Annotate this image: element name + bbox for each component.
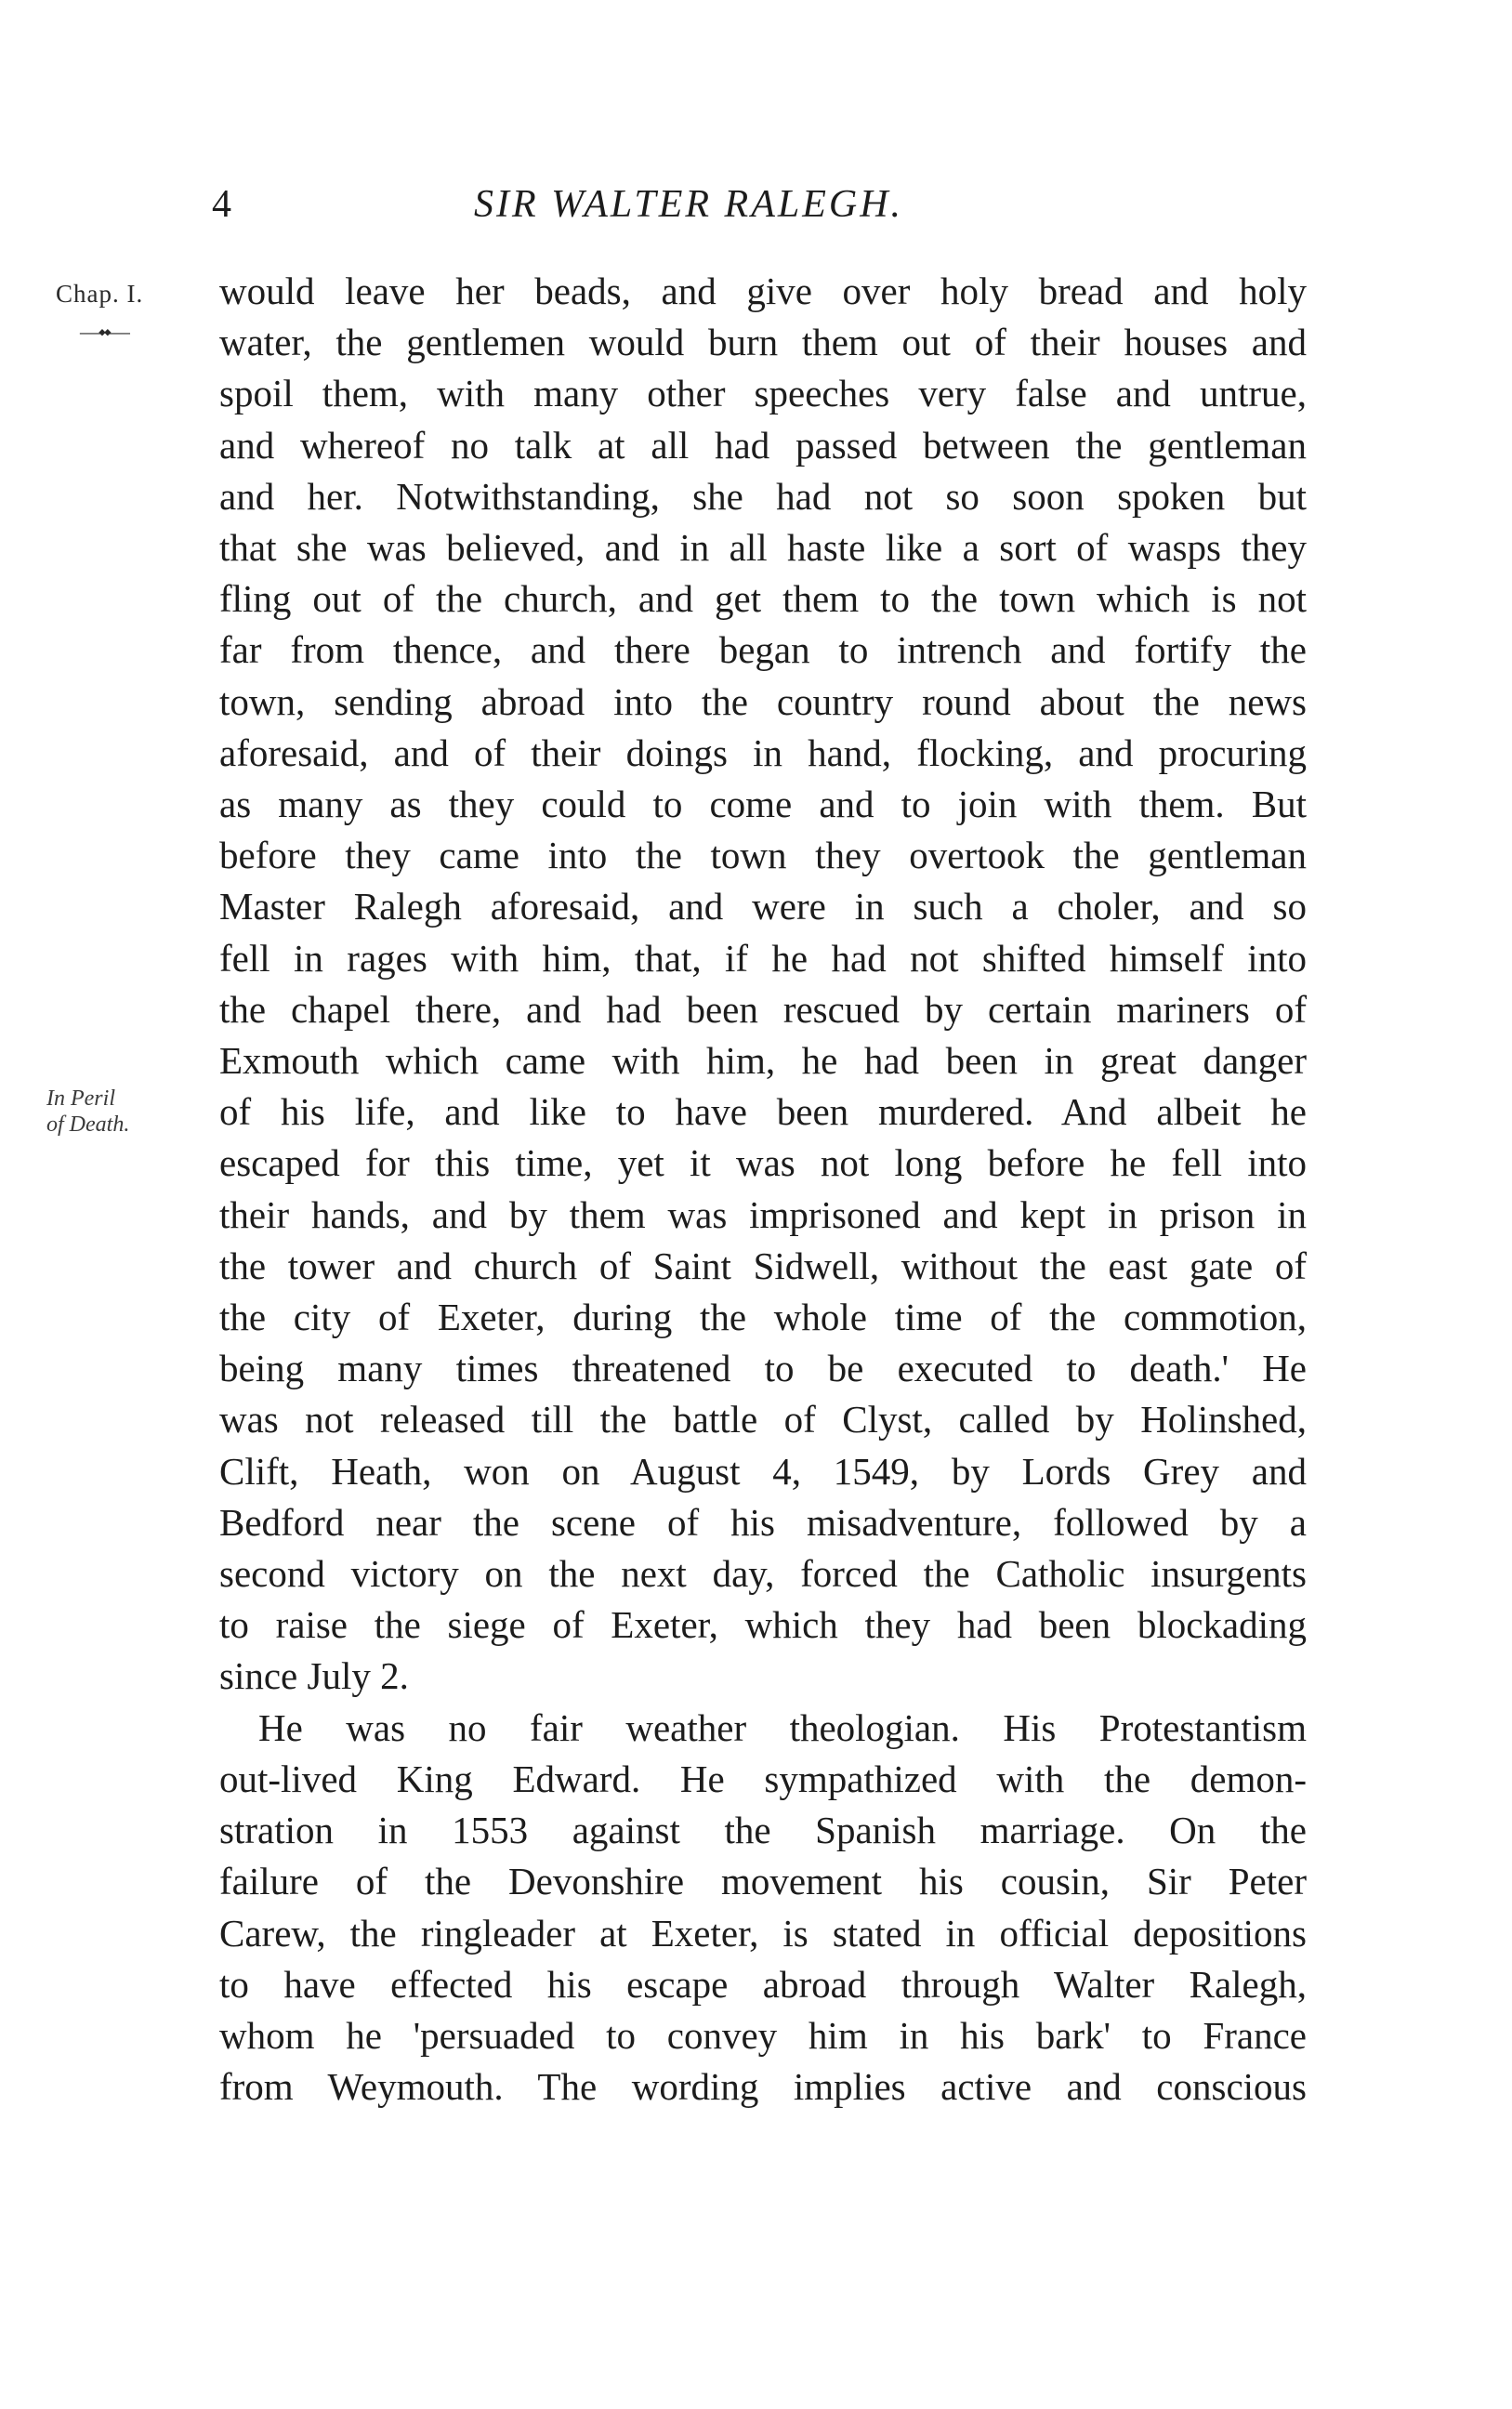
text-line: to raise the siege of Exeter, which they had been blockading (219, 1603, 1307, 1647)
text-line: town, sending abroad into the country round about the news (219, 679, 1307, 723)
text-line: the tower and church of Saint Sidwell, without the east gate of (219, 1244, 1307, 1287)
text-line: fell in rages with him, that, if he had not shifted himself into (219, 936, 1307, 980)
text-line: since July 2. (219, 1654, 409, 1698)
text-line: out-lived King Edward. He sympathized with the demon- (219, 1757, 1307, 1800)
text-line: whom he 'persuaded to convey him in his bark' to France (219, 2013, 1307, 2057)
text-line: the city of Exeter, during the whole time of the commotion, (219, 1296, 1307, 1339)
text-line: was not released till the battle of Clyst, called by Holinshed, (219, 1398, 1307, 1441)
text-line: as many as they could to come and to join with them. But (219, 783, 1307, 826)
text-line: escaped for this time, yet it was not long before he fell into (219, 1141, 1307, 1185)
text-line: and whereof no talk at all had passed between the gentleman (219, 423, 1307, 467)
text-line: would leave her beads, and give over holy bread and holy (219, 270, 1307, 312)
text-line: before they came into the town they overtook the gentleman (219, 834, 1307, 877)
text-line: that she was believed, and in all haste like a sort of wasps they (219, 526, 1307, 570)
text-line: being many times threatened to be executed to death.' He (219, 1347, 1307, 1390)
text-line: Clift, Heath, won on August 4, 1549, by Lords Grey and (219, 1449, 1307, 1493)
text-line: and her. Notwithstanding, she had not so soon spoken but (219, 474, 1307, 518)
text-line: spoil them, with many other speeches very false and untrue, (219, 372, 1307, 415)
text-line: water, the gentlemen would burn them out of their houses and (219, 321, 1307, 364)
text-line: far from thence, and there began to intrench and fortify the (219, 628, 1307, 672)
text-line: Carew, the ringleader at Exeter, is stated in official depositions (219, 1911, 1307, 1955)
side-note-line: In Peril (46, 1086, 115, 1111)
text-line: stration in 1553 against the Spanish marriage. On the (219, 1809, 1307, 1852)
text-line: to have effected his escape abroad through Walter Ralegh, (219, 1962, 1307, 2006)
text-line: the chapel there, and had been rescued by certain mariners of (219, 987, 1307, 1031)
page-number: 4 (212, 183, 231, 226)
text-line: Bedford near the scene of his misadventure, followed by a (219, 1500, 1307, 1544)
text-line: aforesaid, and of their doings in hand, flocking, and procuring (219, 731, 1307, 774)
chapter-ornament-icon: —⬩⬩— (80, 320, 128, 343)
text-line: of his life, and like to have been murdered. And albeit he (219, 1090, 1307, 1134)
text-line: from Weymouth. The wording implies active and conscious (219, 2065, 1307, 2109)
text-line: their hands, and by them was imprisoned and kept in prison in (219, 1192, 1307, 1236)
chapter-label: Chap. I. (56, 280, 144, 308)
side-note (46, 1086, 167, 1138)
text-line: Master Ralegh aforesaid, and were in such a choler, and so (219, 885, 1307, 928)
running-title: SIR WALTER RALEGH. (474, 183, 904, 226)
text-line: second victory on the next day, forced the Catholic insurgents (219, 1552, 1307, 1596)
text-line: Exmouth which came with him, he had been in great danger (219, 1039, 1307, 1083)
body-text (219, 266, 1307, 2113)
text-line: failure of the Devonshire movement his cousin, Sir Peter (219, 1860, 1307, 1903)
side-note-line: of Death. (46, 1112, 130, 1137)
paragraph-first-line: He was no fair weather theologian. His Protestantism (258, 1705, 1307, 1749)
text-line: fling out of the church, and get them to the town which is not (219, 577, 1307, 621)
